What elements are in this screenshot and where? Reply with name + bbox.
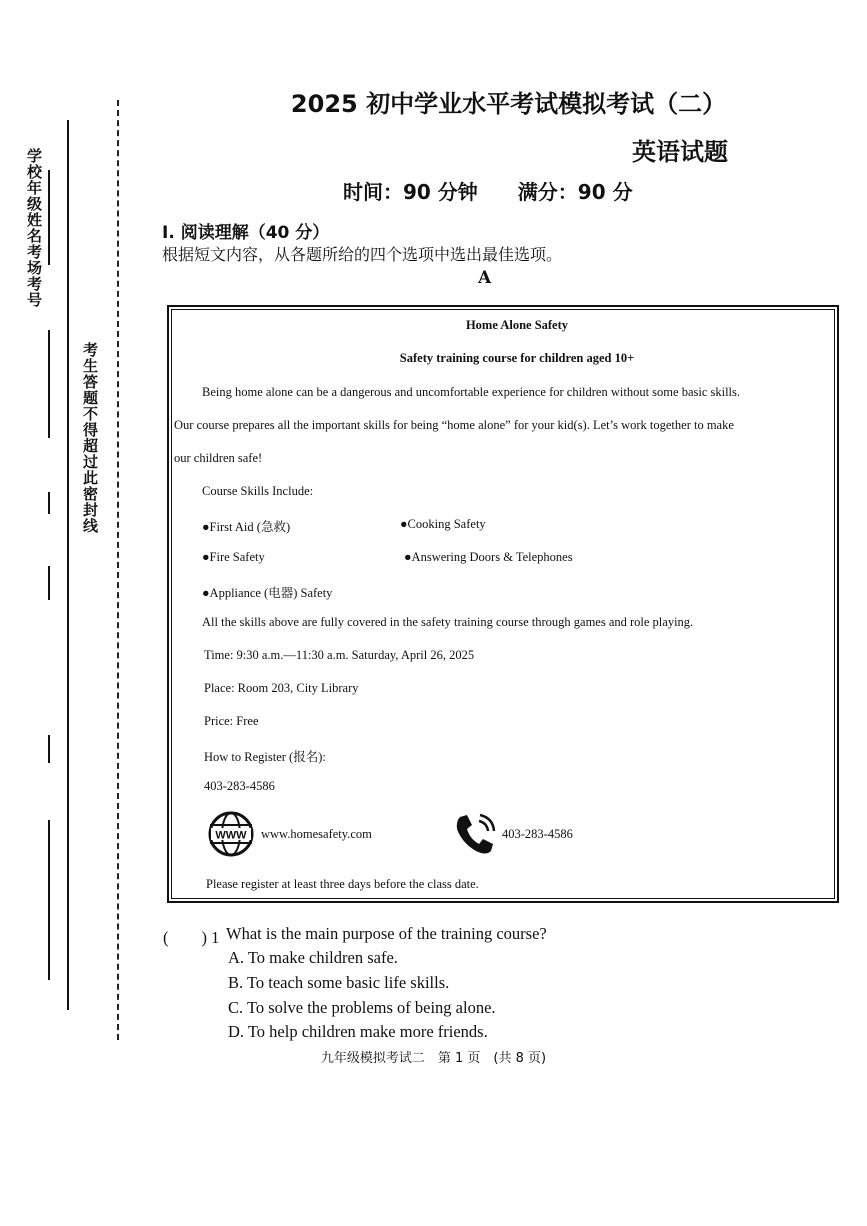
register-phone: 403-283-4586 xyxy=(204,779,275,793)
binding-line xyxy=(48,170,50,265)
phone-icon xyxy=(452,811,498,857)
binding-line xyxy=(48,330,50,438)
question-stem: What is the main purpose of the training course? xyxy=(226,924,547,943)
option-c: C. To solve the problems of being alone. xyxy=(228,998,496,1017)
passage-paragraph-line: our children safe! xyxy=(174,451,263,465)
passage-paragraph-line: Being home alone can be a dangerous and uncomfortable experience for children without some basic skills. xyxy=(202,385,741,399)
section-heading: I. 阅读理解（40 分） xyxy=(162,223,330,243)
course-price: Price: Free xyxy=(204,714,259,728)
seal-dashed-line xyxy=(117,100,119,1040)
binding-line xyxy=(48,566,50,600)
skill-item: ●Fire Safety xyxy=(202,550,265,564)
binding-fields-label: 学校年级姓名考场考号 xyxy=(25,148,43,308)
www-icon-text: WWW xyxy=(215,829,247,842)
coverage-text: All the skills above are fully covered in the safety training course through games and role playing. xyxy=(202,615,694,629)
website-link[interactable]: www.homesafety.com xyxy=(261,827,372,841)
skill-item: ●First Aid (急救) xyxy=(202,520,291,534)
register-note: Please register at least three days before the class date. xyxy=(206,877,479,891)
skill-item: ●Appliance (电器) Safety xyxy=(202,586,333,600)
register-heading: How to Register (报名): xyxy=(204,750,326,764)
binding-line xyxy=(48,820,50,980)
binding-border-line xyxy=(67,120,69,1010)
course-time: Time: 9:30 a.m.—11:30 a.m. Saturday, April 26, 2025 xyxy=(204,648,475,662)
passage-subtitle: Safety training course for children aged 10+ xyxy=(399,351,635,365)
page-footer: 九年级模拟考试二 第 1 页 (共 8 页) xyxy=(320,1051,547,1066)
option-a: A. To make children safe. xyxy=(228,948,398,967)
exam-time-score: 时间：90 分钟 满分：90 分 xyxy=(343,180,633,204)
exam-subject: 英语试题 xyxy=(632,138,728,166)
passage-label: A xyxy=(478,268,492,288)
binding-line xyxy=(48,492,50,514)
passage-paragraph-line: Our course prepares all the important skills for being “home alone” for your kid(s). Let’s work together to make xyxy=(174,418,734,432)
option-d: D. To help children make more friends. xyxy=(228,1022,488,1041)
seal-line-warning: 考生答题不得超过此密封线 xyxy=(81,342,99,534)
skill-item: ●Answering Doors & Telephones xyxy=(404,550,573,564)
contact-phone: 403-283-4586 xyxy=(502,827,573,841)
passage-title: Home Alone Safety xyxy=(465,318,569,332)
binding-line xyxy=(48,735,50,763)
skills-heading: Course Skills Include: xyxy=(202,484,314,498)
section-instruction: 根据短文内容，从各题所给的四个选项中选出最佳选项。 xyxy=(162,245,563,264)
answer-bracket[interactable]: ( ) 1 xyxy=(163,928,220,947)
exam-title: 2025 初中学业水平考试模拟考试（二） xyxy=(290,90,727,118)
skill-item: ●Cooking Safety xyxy=(400,517,486,531)
option-b: B. To teach some basic life skills. xyxy=(228,973,450,992)
globe-icon xyxy=(208,811,254,857)
course-place: Place: Room 203, City Library xyxy=(204,681,359,695)
